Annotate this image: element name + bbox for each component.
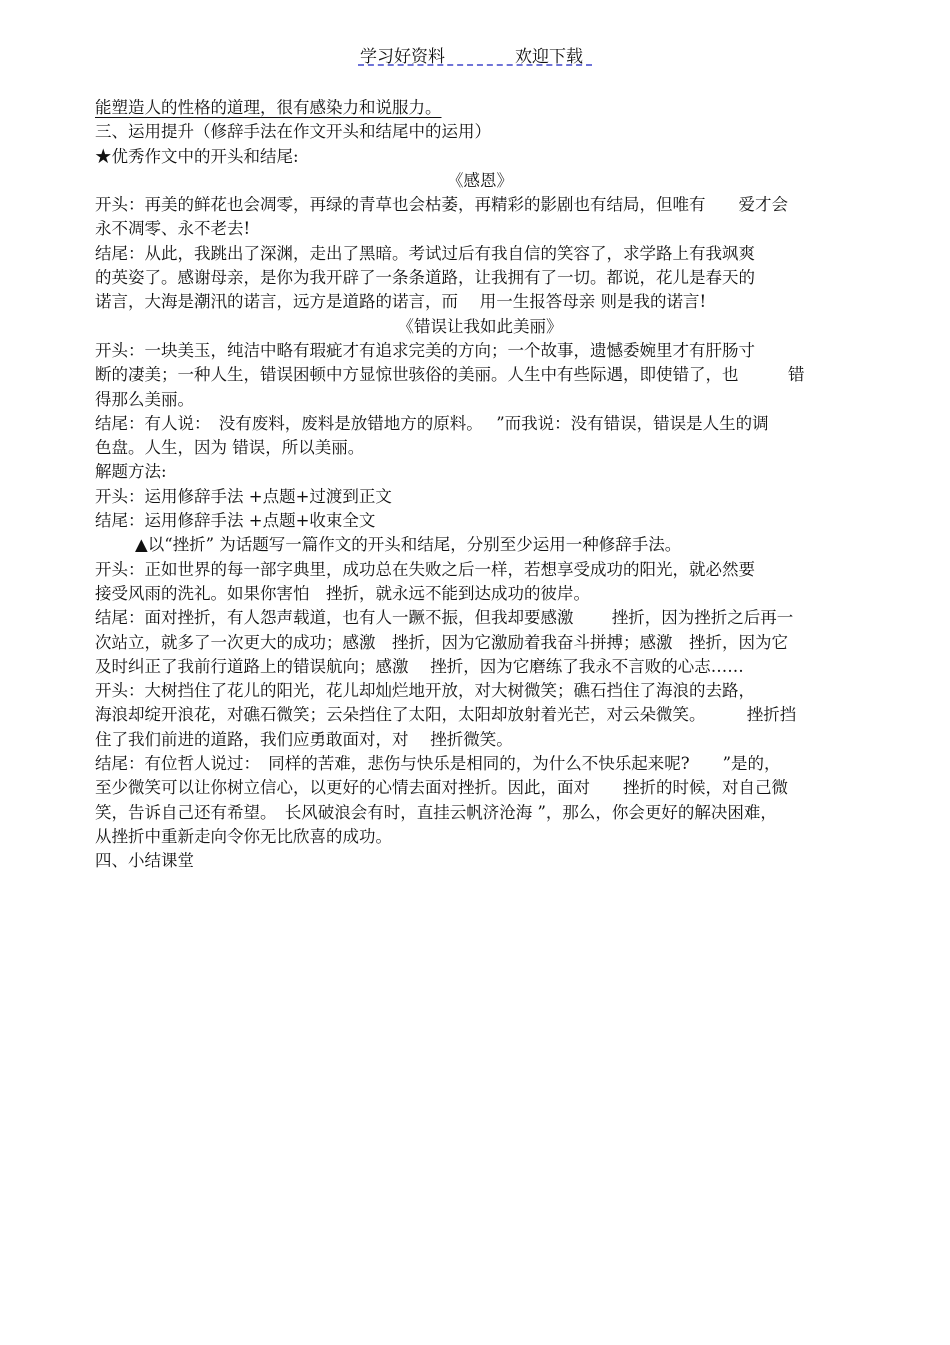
- page-header: [0, 40, 950, 70]
- header-dashed-rule: [358, 64, 592, 66]
- text-line: 次站立，就多了一次更大的成功；感激 挫折，因为它激励着我奋斗拼搏；感激 挫折，因为它: [95, 632, 788, 652]
- text-line: 住了我们前进的道路，我们应勇敢面对，对 挫折微笑。: [95, 729, 513, 749]
- text-line: 从挫折中重新走向令你无比欣喜的成功。: [95, 826, 392, 846]
- text-line: 能塑造人的性格的道理，很有感染力和说服力。: [95, 98, 442, 117]
- section-heading: 四、小结课堂: [95, 851, 194, 871]
- text-line: 接受风雨的洗礼。如果你害怕 挫折，就永远不能到达成功的彼岸。: [95, 583, 590, 603]
- header-right-text: 欢迎下载: [515, 47, 583, 67]
- subheading: 解题方法:: [95, 462, 167, 482]
- text-line: 结尾：运用修辞手法 +点题+收束全文: [95, 511, 376, 531]
- document-body: [95, 96, 865, 874]
- text-line: 色盘。人生，因为 错误，所以美丽。: [95, 438, 365, 458]
- text-line: 笑，告诉自己还有希望。 长风破浪会有时，直挂云帆济沧海 ”，那么，你会更好的解决困难，: [95, 802, 777, 822]
- header-left-text: 学习好资料: [360, 47, 445, 67]
- text-line: 结尾：有位哲人说过： 同样的苦难，悲伤与快乐是相同的，为什么不快乐起来呢? ”是的，: [95, 754, 781, 774]
- text-line: 结尾：从此，我跳出了深渊，走出了黑暗。考试过后有我自信的笑容了，求学路上有我飒爽: [95, 243, 755, 263]
- text-line: 开头：运用修辞手法 +点题+过渡到正文: [95, 486, 392, 506]
- subheading: ★优秀作文中的开头和结尾:: [95, 146, 299, 166]
- essay-title: 《错误让我如此美丽》: [397, 316, 563, 336]
- text-line: 断的凄美；一种人生，错误困顿中方显惊世骇俗的美丽。人生中有些际遇，即使错了，也 错: [95, 365, 805, 385]
- text-line: 结尾：有人说： 没有废料，废料是放错地方的原料。 ”而我说：没有错误，错误是人生的调: [95, 413, 769, 433]
- text-line: 开头：再美的鲜花也会凋零，再绿的青草也会枯萎，再精彩的影剧也有结局，但唯有 爱才会: [95, 195, 788, 215]
- text-line: 至少微笑可以让你树立信心，以更好的心情去面对挫折。因此，面对 挫折的时候，对自己微: [95, 778, 788, 798]
- text-line: 海浪却绽开浪花，对礁石微笑；云朵挡住了太阳，太阳却放射着光芒，对云朵微笑。 挫折挡: [95, 705, 797, 725]
- text-line: 永不凋零、永不老去!: [95, 219, 251, 239]
- text-line: 开头：大树挡住了花儿的阳光，花儿却灿烂地开放，对大树微笑；礁石挡住了海浪的去路，: [95, 681, 755, 701]
- text-line: 诺言，大海是潮汛的诺言，远方是道路的诺言，而 用一生报答母亲 则是我的诺言!: [95, 292, 707, 312]
- text-line: 开头：正如世界的每一部字典里，成功总在失败之后一样，若想享受成功的阳光，就必然要: [95, 559, 755, 579]
- text-line: 结尾：面对挫折，有人怨声载道，也有人一蹶不振，但我却要感激 挫折，因为挫折之后再一: [95, 608, 794, 628]
- essay-title: 《感恩》: [447, 170, 513, 190]
- section-heading: 三、运用提升（修辞手法在作文开头和结尾中的运用）: [95, 122, 491, 142]
- exercise-prompt: ▲以“挫折” 为话题写一篇作文的开头和结尾，分别至少运用一种修辞手法。: [135, 535, 682, 555]
- text-line: 的英姿了。感谢母亲，是你为我开辟了一条条道路，让我拥有了一切。都说，花儿是春天的: [95, 268, 755, 288]
- text-line: 开头：一块美玉，纯洁中略有瑕疵才有追求完美的方向；一个故事，遗憾委婉里才有肝肠寸: [95, 340, 755, 360]
- text-line: 得那么美丽。: [95, 389, 194, 409]
- text-line: 及时纠正了我前行道路上的错误航向；感激 挫折，因为它磨练了我永不言败的心志……: [95, 656, 744, 676]
